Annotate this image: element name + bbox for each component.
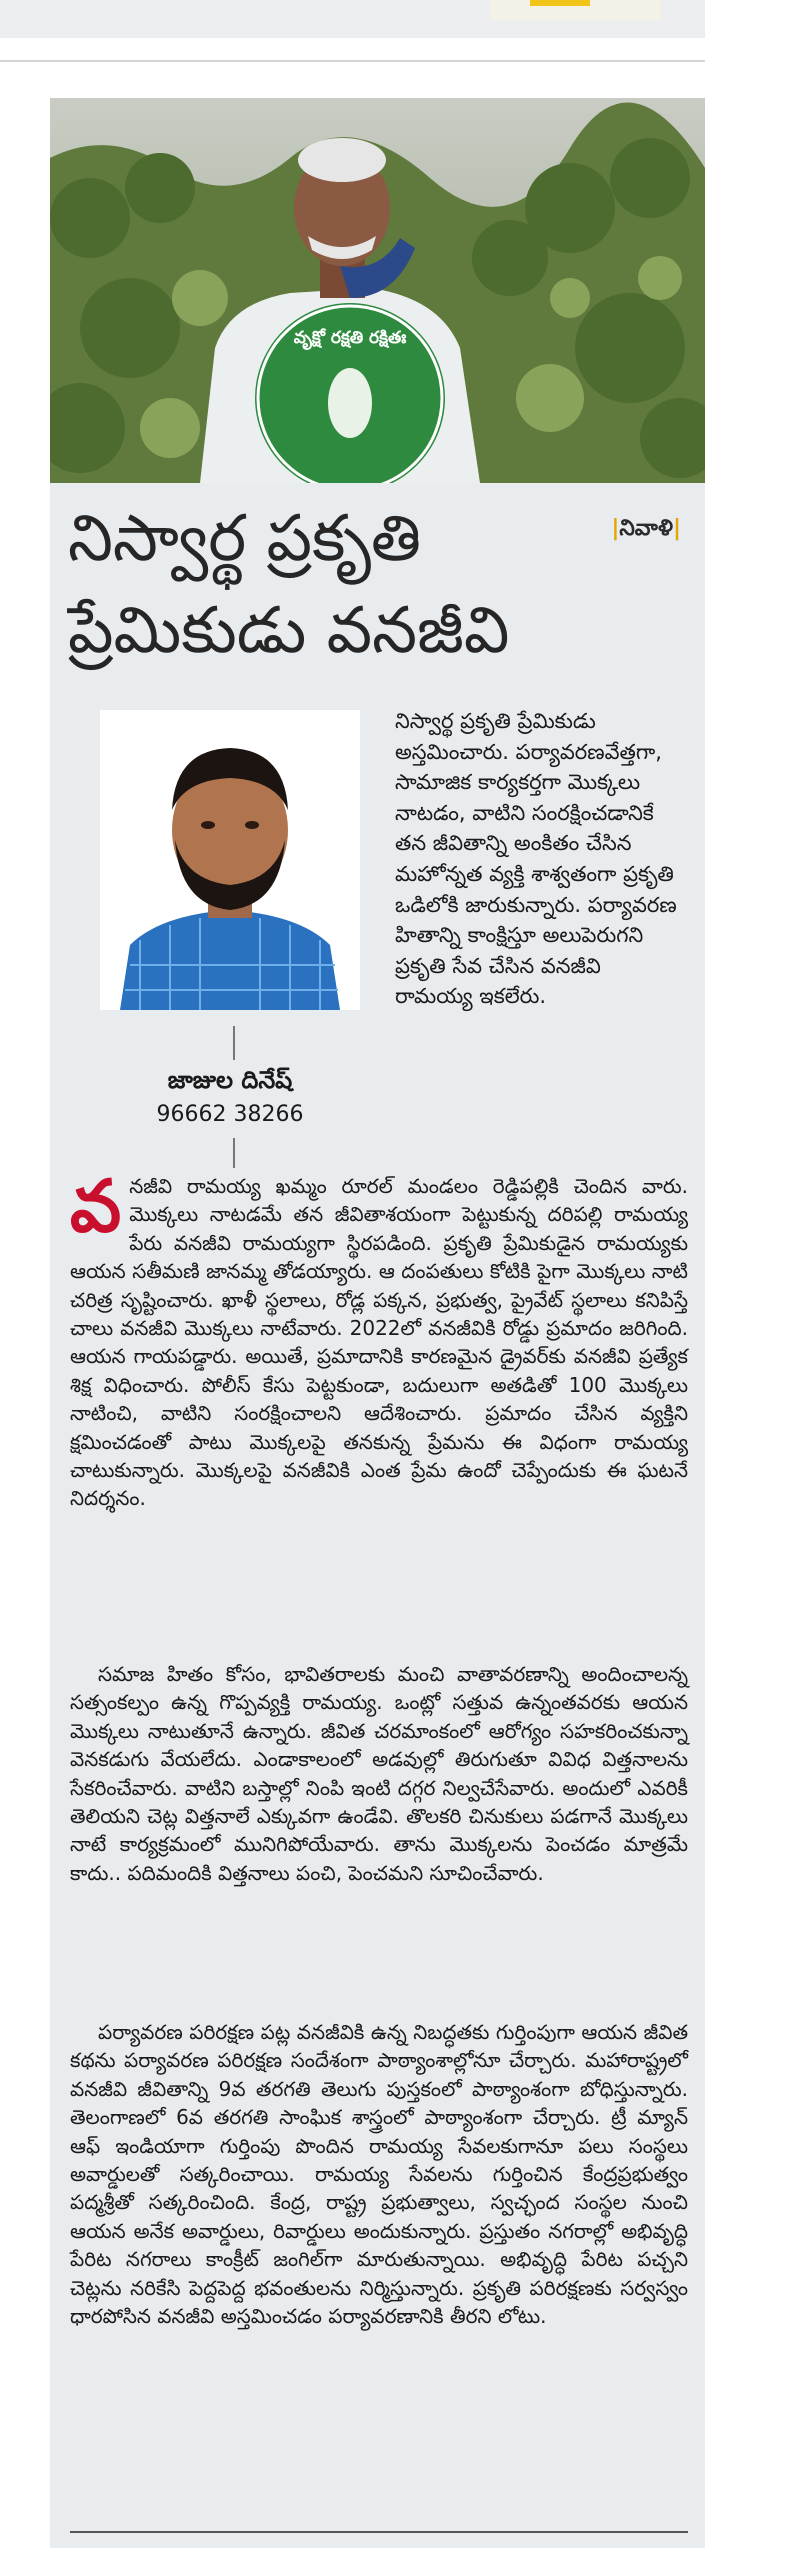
dropcap: వ — [70, 1164, 122, 1248]
body-paragraph-1-text: నజీవి రామయ్య ఖమ్మం రూరల్ మండలం రెడ్డిపల్లికి చెందిన వారు. మొక్కలు నాటడమే తన జీవితాశయంగా పెట్టుకున్న దరిపల్లి రామయ్య పేరు వనజీవి రామయ్యగా స్థిరపడింది. ప్రకృతి ప్రేమికుడైన రామయ్యకు ఆయన సతీమణి జానమ్మ తోడయ్యారు. ఆ దంపతులు కోటికి పైగా మొక్కలు నాటి చరిత్ర సృష్టించారు. ఖాళీ స్థలాలు, రోడ్ల పక్కన, ప్రభుత్వ, ప్రైవేట్ స్థలాలు కనిపిస్తే చాలు వనజీవి మొక్కలు నాటేవారు. 2022లో వనజీవికి రోడ్డు ప్రమాదం జరిగింది. ఆయన గాయపడ్డారు. అయితే, ప్రమాదానికి కారణమైన డ్రైవర్‌కు వనజీవి ప్రత్యేక శిక్ష విధించారు. పోలీస్ కేసు పెట్టకుండా, బదులుగా అతడితో 100 మొక్కలు నాటించి, వాటిని సంరక్షించాలని ఆదేశించారు. ప్రమాదం చేసిన వ్యక్తిని క్షమించడంతో పాటు మొక్కలపై తనకున్న ప్రేమను ఈ విధంగా రామయ్య చాటుకున్నారు. మొక్కలపై వనజీవికి ఎంత ప్రేమ ఉందో చెప్పేందుకు ఈ ఘటనే నిదర్శనం. — [70, 1174, 688, 1511]
body-paragraph-1 — [70, 1164, 688, 1513]
tag-label: నివాళి — [619, 516, 673, 541]
hero-photo-illustration — [50, 98, 705, 483]
body-paragraph-3: పర్యావరణ పరిరక్షణ పట్ల వనజీవికి ఉన్న నిబద్ధతకు గుర్తింపుగా ఆయన జీవిత కథను పర్యావరణ పరిరక్షణ సందేశంగా పాఠ్యాంశాల్లోనూ చేర్చారు. మహారాష్ట్రలో వనజీవి జీవితాన్ని 9వ తరగతి తెలుగు పుస్తకంలో పాఠ్యాంశంగా బోధిస్తున్నారు. తెలంగాణలో 6వ తరగతి సాంఘిక శాస్త్రంలో పాఠ్యాంశంగా చేర్చారు. ట్రీ మ్యాన్ ఆఫ్ ఇండియాగా గుర్తింపు పొందిన రామయ్య సేవలకుగానూ పలు సంస్థలు అవార్డులతో సత్కరించాయి. రామయ్య సేవలను గుర్తించిన కేంద్రప్రభుత్వం పద్మశ్రీతో సత్కరించింది. కేంద్ర, రాష్ట్ర ప్రభుత్వాలు, స్వచ్ఛంద సంస్థల నుంచి ఆయన అనేక అవార్డులు, రివార్డులు అందుకున్నారు. ప్రస్తుతం నగరాల్లో అభివృద్ధి పేరిట నగరాలు కాంక్రీట్ జంగిల్‌గా మారుతున్నాయి. అభివృద్ధి పేరిట పచ్చని చెట్లను నరికేసి పెద్దపెద్ద భవంతులను నిర్మిస్తున్నారు. ప్రకృతి పరిరక్షణకు సర్వస్వం ధారపోసిన వనజీవి అస్తమించడం పర్యావరణానికి తీరని లోటు. — [70, 2020, 688, 2329]
tag-bar-right: | — [672, 516, 681, 541]
article-panel — [50, 98, 705, 2548]
reporter-name: జాజుల దినేష్ — [167, 1066, 293, 1094]
tag-bar-left: | — [611, 516, 620, 541]
badge-text: వృక్షో రక్షతి రక్షితః — [293, 328, 407, 348]
reporter-rule-bottom — [233, 1138, 235, 1168]
headline-line-2: ప్రేమికుడు వనజీవి — [68, 594, 510, 668]
reporter-phone: 96662 38266 — [156, 1102, 304, 1127]
reporter-photo — [100, 710, 360, 1010]
bottom-divider — [70, 2531, 688, 2533]
previous-article-image-stub — [490, 0, 660, 20]
intro-text: నిస్వార్థ ప్రకృతి ప్రేమికుడు అస్తమించారు. పర్యావరణవేత్తగా, సామాజిక కార్యకర్తగా మొక్కలు నాటడం, వాటిని సంరక్షించడానికే తన జీవితాన్ని అంకితం చేసిన మహోన్నత వ్యక్తి శాశ్వతంగా ప్రకృతి ఒడిలోకి జారుకున్నారు. పర్యావరణ హితాన్ని కాంక్షిస్తూ అలుపెరుగని ప్రకృతి సేవ చేసిన వనజీవి రామయ్య ఇకలేరు. — [395, 709, 677, 1009]
headline — [68, 493, 608, 677]
previous-article-strip — [0, 0, 705, 38]
body-paragraph-2: సమాజ హితం కోసం, భావితరాలకు మంచి వాతావరణాన్ని అందించాలన్న సత్సంకల్పం ఉన్న గొప్పవ్యక్తి రామయ్య. ఒంట్లో సత్తువ ఉన్నంతవరకు ఆయన మొక్కలు నాటుతూనే ఉన్నారు. జీవిత చరమాంకంలో ఆరోగ్యం సహకరించకున్నా వెనకడుగు వేయలేదు. ఎండాకాలంలో అడవుల్లో తిరుగుతూ వివిధ విత్తనాలను సేకరించేవారు. వాటిని బస్తాల్లో నింపి ఇంటి దగ్గర నిల్వచేసేవారు. అందులో ఎవరికీ తెలియని చెట్ల విత్తనాలే ఎక్కువగా ఉండేవి. తొలకరి చినుకులు పడగానే మొక్కలు నాటే కార్యక్రమంలో మునిగిపోయేవారు. తాను మొక్కలను పెంచడం మాత్రమే కాదు.. పదిమందికి విత్తనాలు పంచి, పెంచమని సూచించేవారు. — [70, 1662, 688, 1885]
reporter-rule-top — [233, 1026, 235, 1060]
section-tag — [611, 516, 681, 546]
headline-line-1: నిస్వార్థ ప్రకృతి — [68, 502, 422, 576]
reporter-portrait — [100, 710, 360, 1010]
hero-photo — [50, 98, 705, 483]
top-divider — [0, 60, 705, 62]
